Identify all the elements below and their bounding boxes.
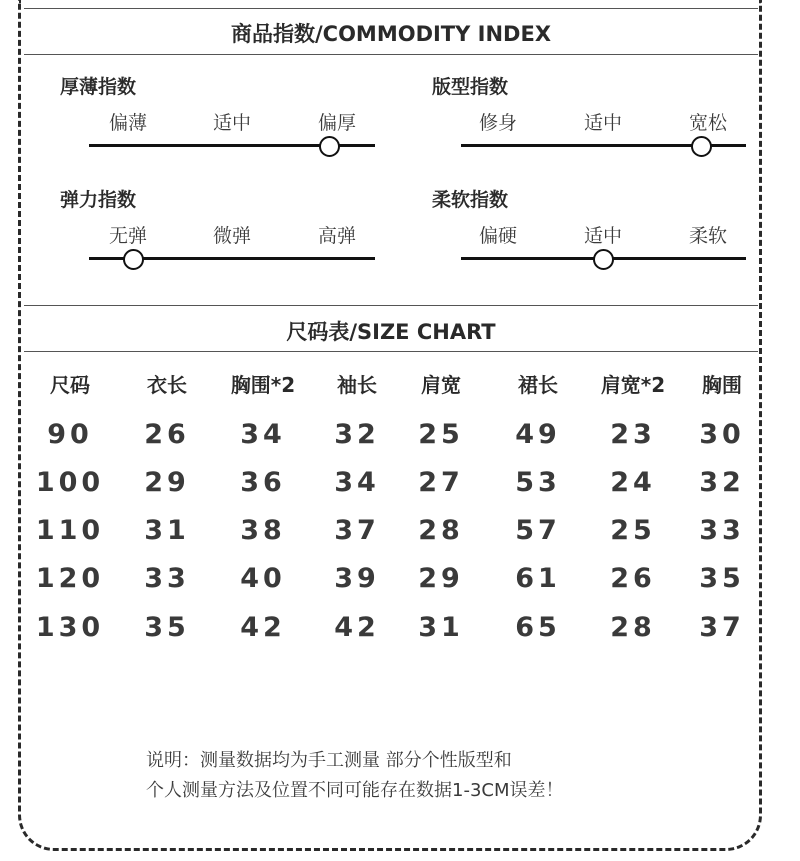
table-cell: 31 [418, 612, 464, 643]
table-cell: 40 [240, 563, 286, 594]
size-chart-header-divider [24, 351, 758, 352]
fit-indicator [691, 136, 712, 157]
note-line-1: 说明：测量数据均为手工测量 部分个性版型和 [146, 750, 512, 771]
size-chart-title: 尺码表/SIZE CHART [286, 320, 496, 344]
table-cell: 28 [418, 515, 464, 546]
table-cell: 39 [334, 563, 380, 594]
table-cell: 120 [35, 563, 105, 594]
column-header: 衣长 [147, 373, 187, 397]
table-cell: 42 [240, 612, 286, 643]
fit-label-slim: 修身 [478, 112, 517, 134]
elasticity-label-slight: 微弹 [212, 225, 251, 247]
elasticity-label-high: 高弹 [317, 225, 356, 247]
softness-indicator [593, 249, 614, 270]
table-cell: 53 [515, 467, 561, 498]
table-cell: 49 [515, 419, 561, 450]
column-header: 尺码 [50, 373, 90, 397]
table-cell: 26 [144, 419, 190, 450]
table-cell: 29 [418, 563, 464, 594]
commodity-index-title: 商品指数/COMMODITY INDEX [230, 22, 552, 46]
table-cell: 37 [334, 515, 380, 546]
softness-label-hard: 偏硬 [478, 225, 517, 247]
table-cell: 34 [334, 467, 380, 498]
column-header: 胸围*2 [230, 373, 296, 397]
header-divider [24, 54, 758, 55]
table-cell: 25 [610, 515, 656, 546]
elasticity-index-title: 弹力指数 [60, 189, 137, 211]
column-header: 胸围 [702, 373, 742, 397]
table-cell: 61 [515, 563, 561, 594]
table-cell: 36 [240, 467, 286, 498]
note-line-2: 个人测量方法及位置不同可能存在数据1-3CM误差！ [146, 780, 564, 801]
table-cell: 27 [418, 467, 464, 498]
table-cell: 90 [47, 419, 93, 450]
softness-index-title: 柔软指数 [432, 189, 509, 211]
table-cell: 37 [699, 612, 745, 643]
table-cell: 57 [515, 515, 561, 546]
table-cell: 30 [699, 419, 745, 450]
table-cell: 33 [144, 563, 190, 594]
softness-label-soft: 柔软 [688, 225, 727, 247]
table-cell: 31 [144, 515, 190, 546]
size-chart-top-divider [24, 305, 758, 306]
thickness-label-thin: 偏薄 [108, 112, 147, 134]
table-cell: 29 [144, 467, 190, 498]
elasticity-label-none: 无弹 [108, 225, 147, 247]
table-cell: 25 [418, 419, 464, 450]
elasticity-indicator [123, 249, 144, 270]
thickness-label-mid: 适中 [212, 112, 251, 134]
table-cell: 130 [35, 612, 105, 643]
fit-index-title: 版型指数 [432, 76, 509, 98]
thickness-index-title: 厚薄指数 [60, 76, 137, 98]
thickness-label-thick: 偏厚 [317, 112, 356, 134]
fit-label-loose: 宽松 [688, 112, 727, 134]
table-cell: 28 [610, 612, 656, 643]
table-cell: 26 [610, 563, 656, 594]
table-cell: 33 [699, 515, 745, 546]
table-cell: 35 [144, 612, 190, 643]
column-header: 肩宽*2 [600, 373, 666, 397]
table-cell: 32 [699, 467, 745, 498]
table-cell: 23 [610, 419, 656, 450]
softness-label-mid: 适中 [583, 225, 622, 247]
fit-label-mid: 适中 [583, 112, 622, 134]
column-header: 袖长 [337, 373, 377, 397]
table-cell: 100 [35, 467, 105, 498]
top-divider [24, 8, 758, 9]
table-cell: 42 [334, 612, 380, 643]
table-cell: 35 [699, 563, 745, 594]
table-cell: 38 [240, 515, 286, 546]
column-header: 裙长 [518, 373, 558, 397]
table-cell: 65 [515, 612, 561, 643]
table-cell: 110 [35, 515, 105, 546]
table-cell: 24 [610, 467, 656, 498]
table-cell: 34 [240, 419, 286, 450]
column-header: 肩宽 [421, 373, 461, 397]
table-cell: 32 [334, 419, 380, 450]
